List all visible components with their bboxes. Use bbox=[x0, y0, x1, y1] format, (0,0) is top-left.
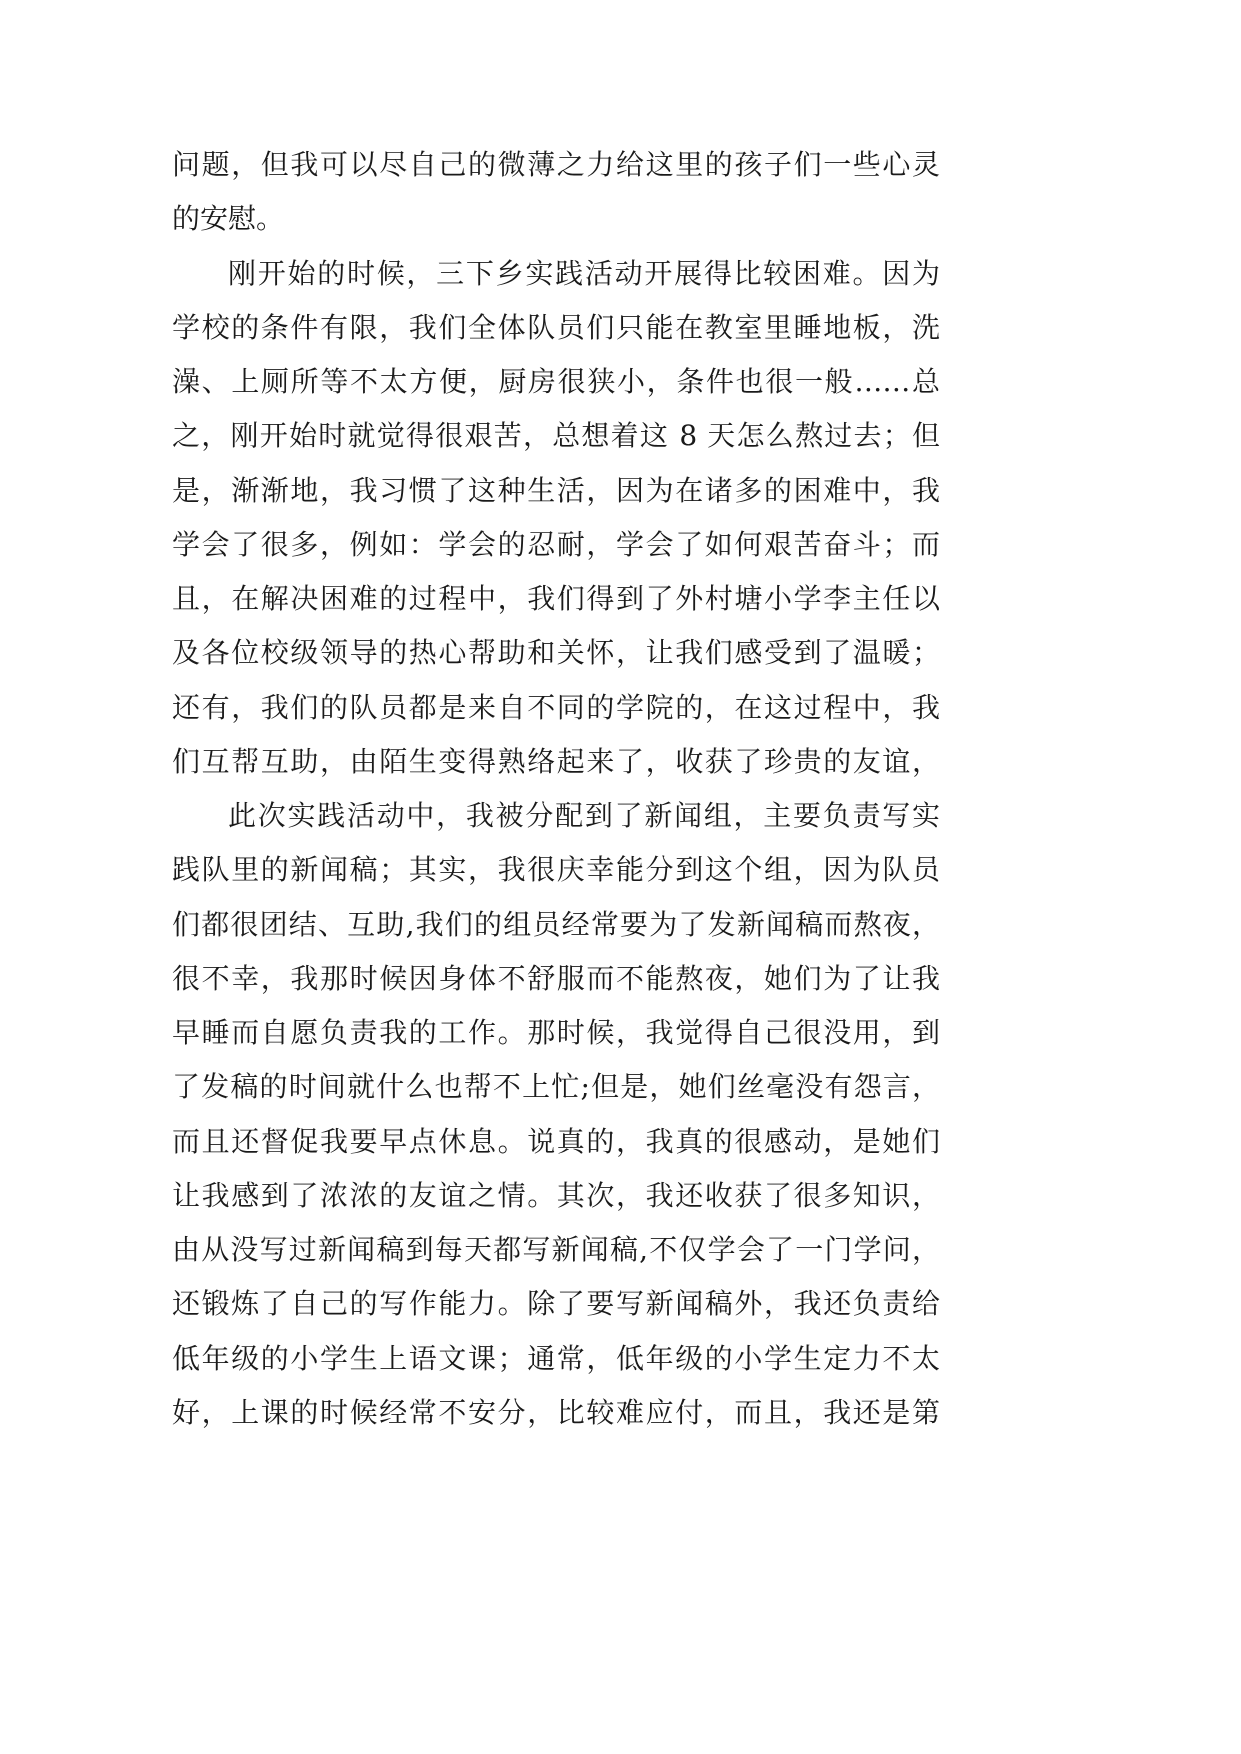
text-line: 的安慰。 bbox=[172, 202, 285, 236]
text-line: 们互帮互助，由陌生变得熟络起来了，收获了珍贵的友谊， bbox=[172, 744, 940, 778]
paragraph-first-line: 此次实践活动中，我被分配到了新闻组，主要负责写实 bbox=[228, 799, 940, 832]
text-line: 澡、上厕所等不太方便，厨房很狭小，条件也很一般……总 bbox=[172, 365, 940, 398]
text-line: 问题，但我可以尽自己的微薄之力给这里的孩子们一些心灵 bbox=[172, 148, 940, 181]
text-line: 还锻炼了自己的写作能力。除了要写新闻稿外，我还负责给 bbox=[172, 1287, 940, 1321]
text-line: 是，渐渐地，我习惯了这种生活，因为在诸多的困难中，我 bbox=[172, 473, 940, 507]
text-line: 很不幸，我那时候因身体不舒服而不能熬夜，她们为了让我 bbox=[172, 961, 940, 995]
text-line: 了发稿的时间就什么也帮不上忙;但是，她们丝毫没有怨言， bbox=[172, 1070, 940, 1104]
text-line: 学校的条件有限，我们全体队员们只能在教室里睡地板，洗 bbox=[172, 310, 940, 344]
text-line: 好，上课的时候经常不安分，比较难应付，而且，我还是第 bbox=[172, 1395, 940, 1429]
text-line: 及各位校级领导的热心帮助和关怀，让我们感受到了温暖； bbox=[172, 636, 940, 670]
text-line: 早睡而自愿负责我的工作。那时候，我觉得自己很没用，到 bbox=[172, 1016, 940, 1049]
text-line: 由从没写过新闻稿到每天都写新闻稿,不仅学会了一门学问， bbox=[172, 1233, 940, 1266]
text-line: 们都很团结、互助,我们的组员经常要为了发新闻稿而熬夜， bbox=[172, 907, 940, 941]
text-line: 之，刚开始时就觉得很艰苦，总想着这 8 天怎么熬过去；但 bbox=[172, 419, 940, 453]
text-line: 让我感到了浓浓的友谊之情。其次，我还收获了很多知识， bbox=[172, 1178, 940, 1212]
text-line: 还有，我们的队员都是来自不同的学院的，在这过程中，我 bbox=[172, 690, 940, 724]
text-line: 而且还督促我要早点休息。说真的，我真的很感动，是她们 bbox=[172, 1124, 940, 1158]
text-line: 学会了很多，例如：学会的忍耐，学会了如何艰苦奋斗；而 bbox=[172, 527, 940, 561]
paragraph-first-line: 刚开始的时候，三下乡实践活动开展得比较困难。因为 bbox=[228, 256, 940, 290]
text-line: 低年级的小学生上语文课；通常，低年级的小学生定力不太 bbox=[172, 1341, 940, 1375]
text-line: 践队里的新闻稿；其实，我很庆幸能分到这个组，因为队员 bbox=[172, 853, 940, 887]
body-text bbox=[172, 138, 940, 1440]
text-line: 且，在解决困难的过程中，我们得到了外村塘小学李主任以 bbox=[172, 582, 940, 615]
